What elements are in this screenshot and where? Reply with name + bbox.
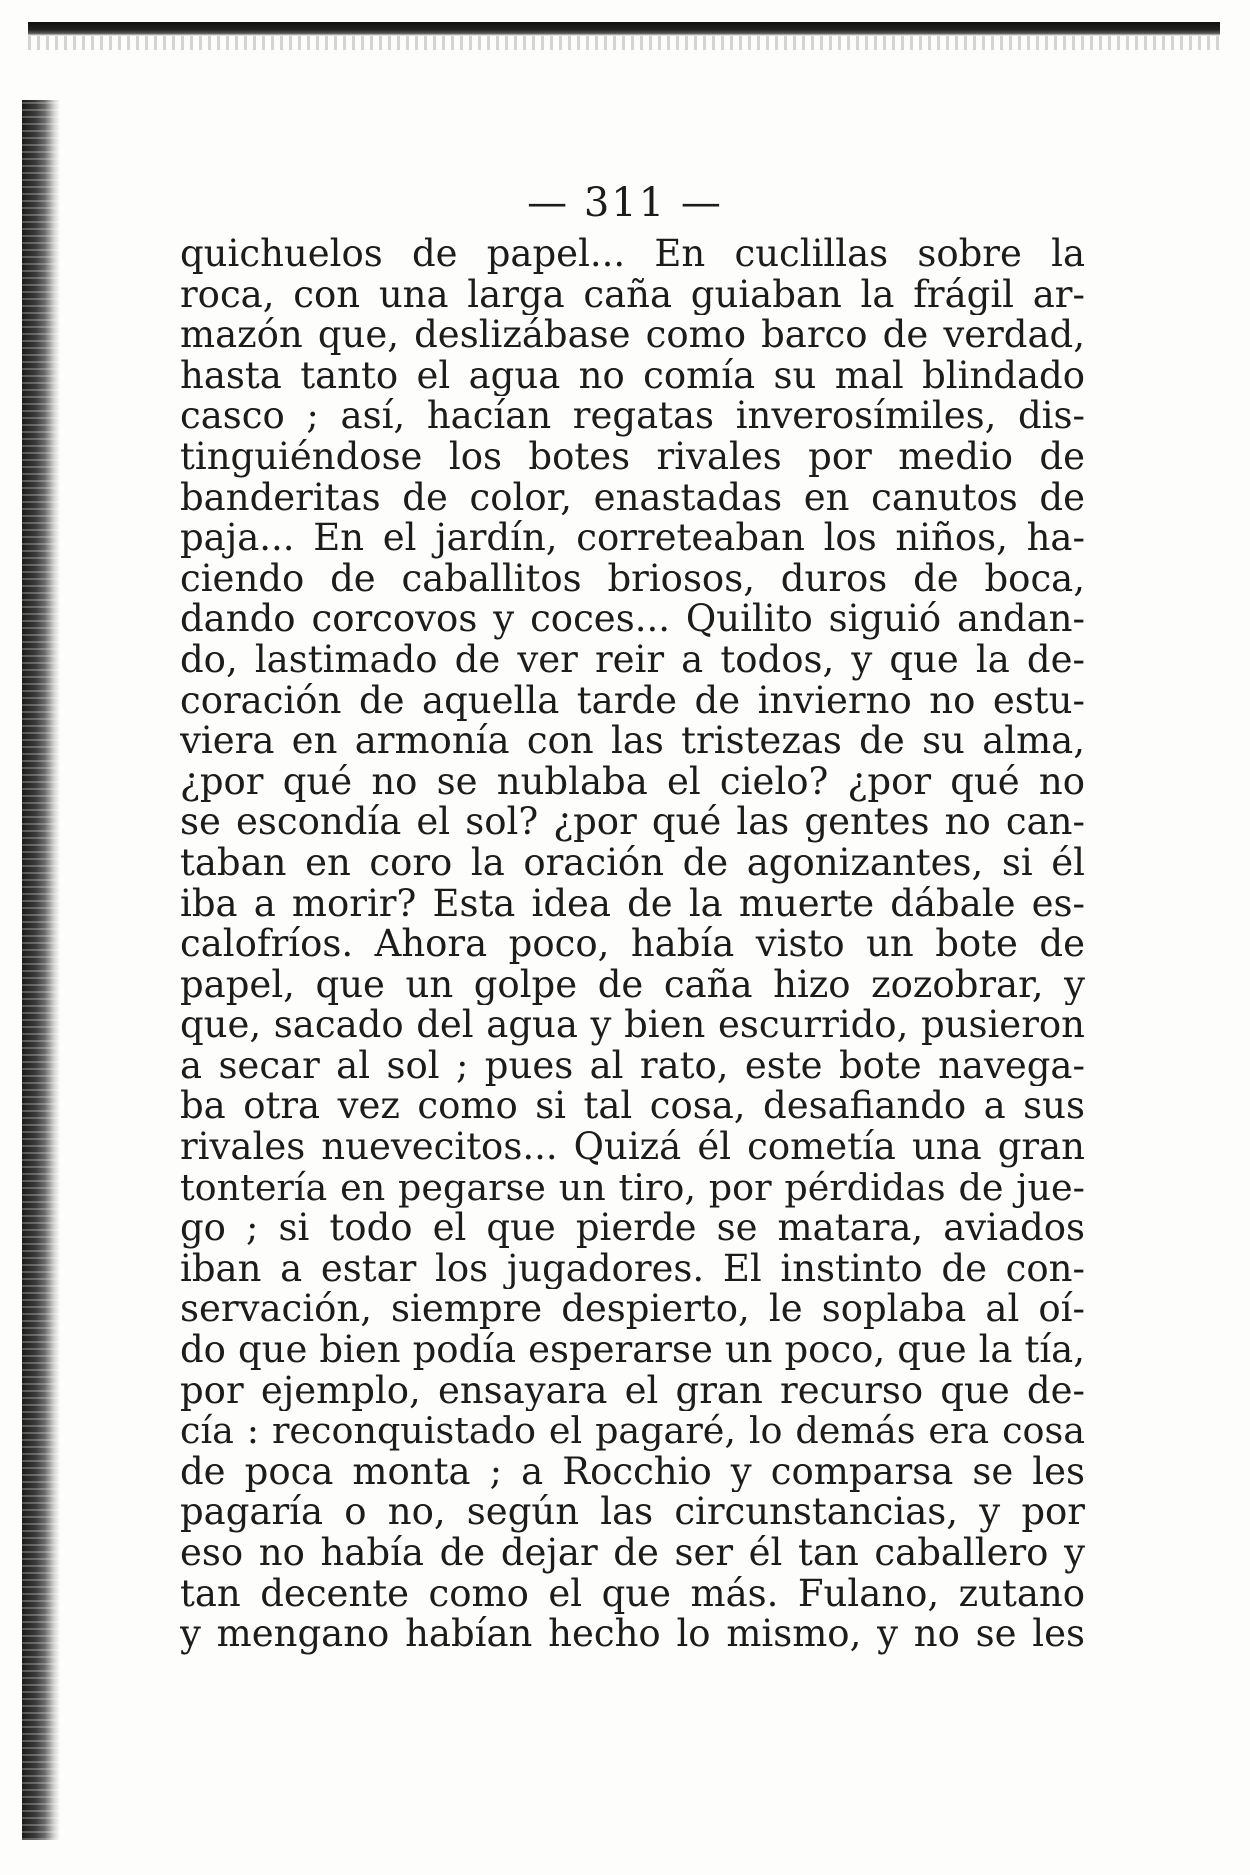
text-line: mazón que, deslizábase como barco de verdad, <box>180 315 1085 356</box>
text-line: banderitas de color, enastadas en canutos de <box>180 477 1085 519</box>
text-line: se escondía el sol? ¿por qué las gentes no can- <box>180 802 1085 843</box>
body-text <box>180 234 1085 1655</box>
text-line: ¿por qué no se nublaba el cielo? ¿por qué no <box>180 761 1085 803</box>
text-line: casco ; así, hacían regatas inverosímiles, dis- <box>180 396 1085 437</box>
page-number: — 311 — <box>527 180 723 226</box>
top-border-shadow <box>28 36 1220 50</box>
text-line: coración de aquella tarde de invierno no estu- <box>180 680 1085 722</box>
text-line: por ejemplo, ensayara el gran recurso que de- <box>180 1370 1085 1412</box>
text-line: hasta tanto el agua no comía su mal blindado <box>180 355 1085 397</box>
text-line: tinguiéndose los botes rivales por medio de <box>180 436 1085 478</box>
text-line: do, lastimado de ver reir a todos, y que la de- <box>180 639 1085 681</box>
text-line: papel, que un golpe de caña hizo zozobrar, y <box>180 964 1085 1006</box>
text-line: roca, con una larga caña guiaban la frágil ar- <box>180 274 1085 316</box>
text-line: a secar al sol ; pues al rato, este bote navega- <box>180 1045 1085 1087</box>
text-line: eso no había de dejar de ser él tan caballero y <box>180 1533 1085 1574</box>
text-line: tan decente como el que más. Fulano, zutano <box>180 1573 1085 1615</box>
text-line: iba a morir? Esta idea de la muerte dábale es- <box>180 883 1085 925</box>
text-line: paja... En el jardín, correteaban los niños, ha- <box>180 518 1085 559</box>
text-line: dando corcovos y coces... Quilito siguió andan- <box>180 599 1085 640</box>
text-line: iban a estar los jugadores. El instinto de con- <box>180 1248 1085 1290</box>
text-line: viera en armonía con las tristezas de su alma, <box>180 721 1085 762</box>
text-line: de poca monta ; a Rocchio y comparsa se les <box>180 1451 1085 1493</box>
top-border-rule <box>28 22 1220 36</box>
text-line: cía : reconquistado el pagaré, lo demás era cosa <box>180 1411 1085 1452</box>
text-line: ba otra vez como si tal cosa, desafiando a sus <box>180 1086 1085 1128</box>
text-line: tontería en pegarse un tiro, por pérdidas de jue- <box>180 1167 1085 1209</box>
text-line: ciendo de caballitos briosos, duros de boca, <box>180 558 1085 600</box>
text-line: do que bien podía esperarse un poco, que la tía, <box>180 1330 1085 1371</box>
text-line: que, sacado del agua y bien escurrido, pusieron <box>180 1005 1085 1046</box>
text-line: y mengano habían hecho lo mismo, y no se les <box>180 1614 1085 1655</box>
text-line: go ; si todo el que pierde se matara, aviados <box>180 1208 1085 1249</box>
text-line: servación, siempre despierto, le soplaba al oí- <box>180 1289 1085 1331</box>
text-line: calofríos. Ahora poco, había visto un bote de <box>180 924 1085 965</box>
text-line: pagaría o no, según las circunstancias, y por <box>180 1492 1085 1533</box>
text-line: rivales nuevecitos... Quizá él cometía una gran <box>180 1127 1085 1168</box>
text-line: quichuelos de papel... En cuclillas sobre la <box>180 234 1085 275</box>
text-line: taban en coro la oración de agonizantes, si él <box>180 842 1085 884</box>
binding-edge-texture <box>22 100 60 1840</box>
